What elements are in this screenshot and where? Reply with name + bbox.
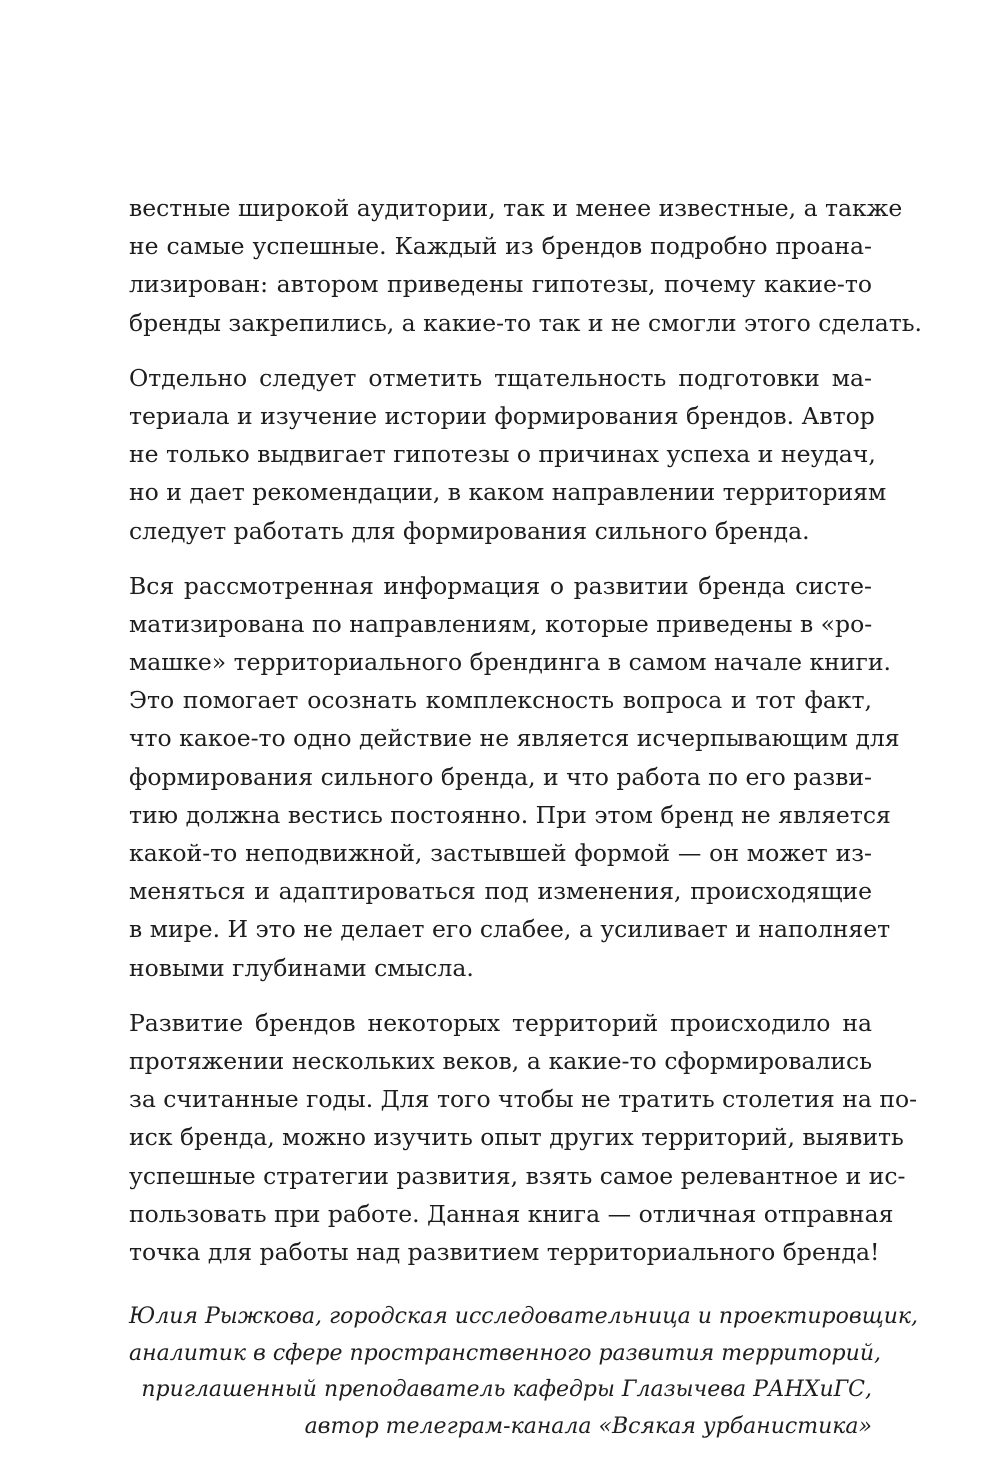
author-signature xyxy=(129,1299,919,1445)
text-line: бренды закрепились, а какие-то так и не смогли этого сделать. xyxy=(129,308,922,337)
signature-line: автор телеграм-канала «Всякая урбанистика» xyxy=(304,1413,872,1439)
text-line: Отдельно следует отметить тщательность подготовки ма- xyxy=(129,363,872,392)
text-line: Вся рассмотренная информация о развитии бренда систе- xyxy=(129,571,872,600)
text-line: не только выдвигает гипотезы о причинах успеха и неудач, xyxy=(129,440,876,469)
text-line: что какое-то одно действие не является исчерпывающим для xyxy=(129,724,900,753)
text-line: иск бренда, можно изучить опыт других территорий, выявить xyxy=(129,1123,904,1152)
paragraph-spacer xyxy=(129,342,872,359)
paragraph-3 xyxy=(129,567,900,987)
paragraph-4 xyxy=(129,1004,918,1271)
text-line: протяжении нескольких веков, а какие-то сформировались xyxy=(129,1046,872,1075)
text-line: териала и изучение истории формирования брендов. Автор xyxy=(129,401,875,430)
text-line: формирования сильного бренда, и что работа по его разви- xyxy=(129,762,872,791)
signature-line: Юлия Рыжкова, городская исследовательница и проектировщик, xyxy=(129,1304,919,1330)
text-line: не самые успешные. Каждый из брендов подробно проана- xyxy=(129,232,872,261)
text-line: но и дает рекомендации, в каком направлении территориям xyxy=(129,478,887,507)
text-line: какой-то неподвижной, застывшей формой — он может из- xyxy=(129,839,872,867)
paragraph-spacer xyxy=(129,987,872,1004)
text-line: лизирован: автором приведены гипотезы, почему какие-то xyxy=(129,270,872,299)
text-line: матизирована по направлениям, которые приведены в «ро- xyxy=(129,609,873,638)
signature-line: аналитик в сфере пространственного развития территорий, xyxy=(129,1340,881,1366)
text-line: в мире. И это не делает его слабее, а усиливает и наполняет xyxy=(129,915,891,944)
text-line: следует работать для формирования сильного бренда. xyxy=(129,516,810,545)
paragraph-2 xyxy=(129,359,887,550)
text-line: меняться и адаптироваться под изменения, происходящие xyxy=(129,877,872,906)
text-line: машке» территориального брендинга в самом начале книги. xyxy=(129,648,891,677)
text-line: за считанные годы. Для того чтобы не тратить столетия на по- xyxy=(129,1085,918,1114)
text-line: вестные широкой аудитории, так и менее известные, а также xyxy=(129,194,903,222)
paragraph-spacer xyxy=(129,550,872,567)
text-line: успешные стратегии развития, взять самое релевантное и ис- xyxy=(129,1161,906,1190)
text-line: Развитие брендов некоторых территорий происходило на xyxy=(129,1008,872,1037)
text-line: Это помогает осознать комплексность вопроса и тот факт, xyxy=(129,686,872,715)
text-line: новыми глубинами смысла. xyxy=(129,953,474,982)
text-line: пользовать при работе. Данная книга — отличная отправная xyxy=(129,1199,894,1228)
signature-line: приглашенный преподаватель кафедры Глазычева РАНХиГС, xyxy=(141,1377,872,1403)
book-page xyxy=(129,189,922,1445)
text-line: тию должна вестись постоянно. При этом бренд не является xyxy=(129,800,891,829)
text-line: точка для работы над развитием территориального бренда! xyxy=(129,1237,880,1266)
paragraph-1 xyxy=(129,189,922,342)
